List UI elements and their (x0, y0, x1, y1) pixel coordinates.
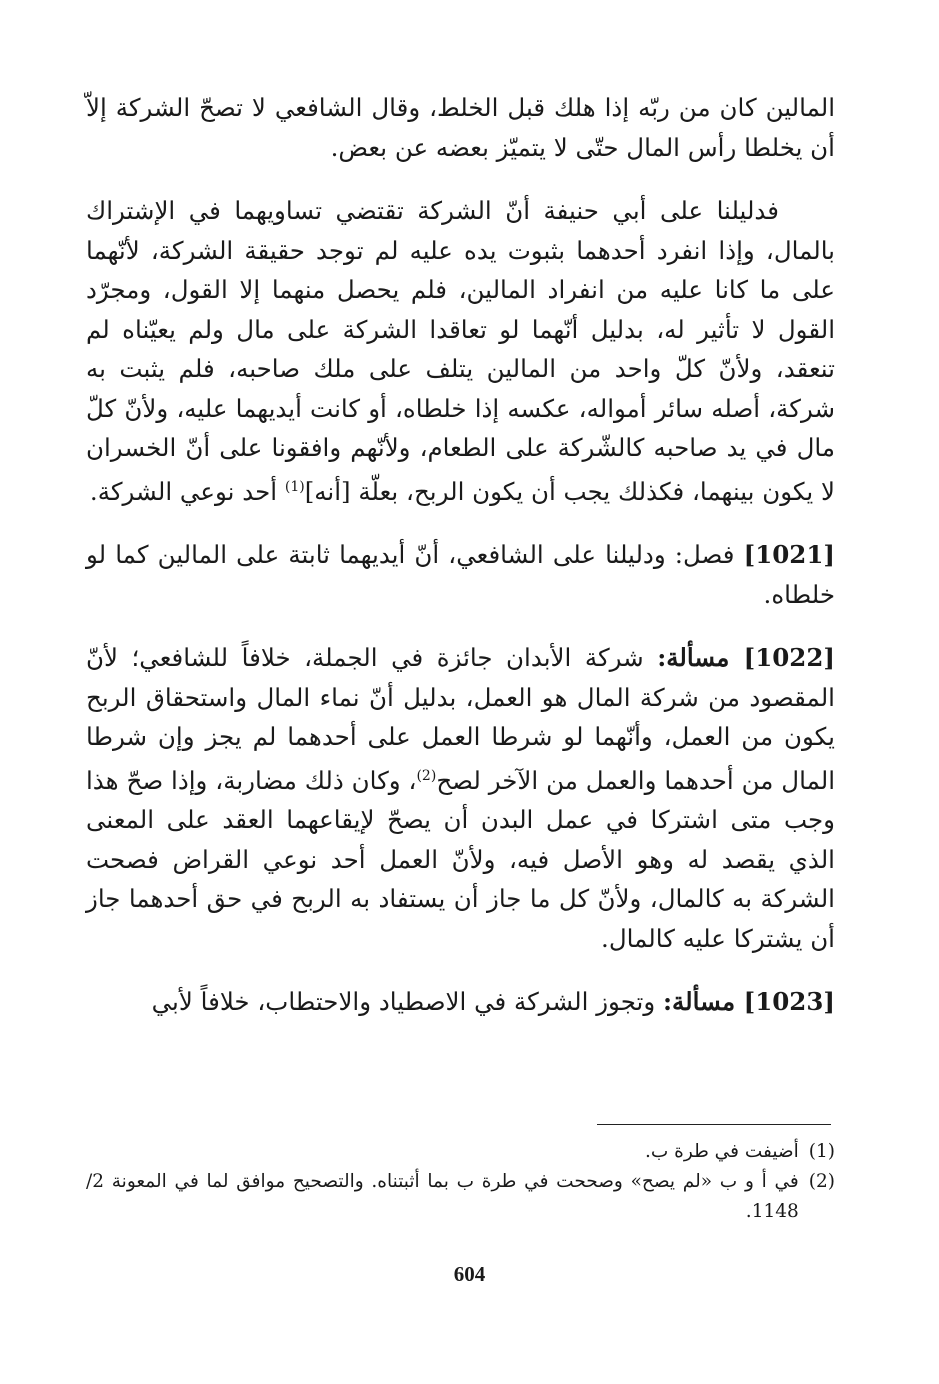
footnote-2 (86, 1167, 835, 1227)
paragraph-2-end: أحد نوعي الشركة. (89, 476, 285, 506)
paragraph-1022 (86, 638, 835, 958)
section-number: [1021] (743, 540, 835, 570)
paragraph-1022-text: شركة الأبدان جائزة في الجملة، خلافاً للشافعي؛ لأنّ المقصود من شركة المال هو العمل، بدليل أنّ نماء المال واستحقاق الربح يكون من العمل، وأنّهما لو شرطا العمل على أحدهما لم يجز وإن شرطا المال من أحدهما والعمل من الآخر لصح (86, 643, 836, 795)
masala-keyword: مسألة: (662, 987, 744, 1017)
footnote-text: أضيفت في طرة ب. (645, 1141, 799, 1162)
paragraph-2-text: فدليلنا على أبي حنيفة أنّ الشركة تقتضي تساويهما في الإشتراك بالمال، وإذا انفرد أحدهما بثبوت يده عليه لم توجد حقيقة الشركة، لأنّهما على ما كانا عليه من انفراد المالين، فلم يحصل منهما إلا القول، ومجرّد القول لا تأثير له، بدليل أنّهما لو تعاقدا الشركة على مال ولم يعيّناه لم تنعقد، ولأنّ كلّ واحد من المالين يتلف على ملك صاحبه، فلم يثبت به شركة، أصله سائر أمواله، عكسه إذا خلطاه، أو كانت أيديهما عليه، ولأنّ كلّ مال في يد صاحبه كالشّركة على الطعام، ولأنّهم وافقونا على أنّ الخسران لا يكون بينهما، فكذلك يجب أن يكون الربح، بعلّة [أنه] (86, 196, 835, 506)
paragraph-1021 (86, 535, 835, 614)
paragraph-1 (86, 88, 835, 167)
footnote-text: في أ و ب «لم يصح» وصححت في طرة ب بما أثبتناه. والتصحيح موافق لما في المعونة 2/ 1148. (86, 1171, 799, 1222)
masala-keyword: مسألة: (657, 643, 744, 673)
footnote-divider (597, 1124, 831, 1125)
paragraph-1021-text: فصل: ودليلنا على الشافعي، أنّ أيديهما ثابتة على المالين كما لو خلطاه. (86, 540, 835, 609)
section-number: [1023] (743, 987, 835, 1017)
footnote-mark: (2) (808, 1171, 835, 1192)
footnotes (86, 1137, 835, 1227)
paragraph-1-text: المالين كان من ربّه إذا هلك قبل الخلط، وقال الشافعي لا تصحّ الشركة إلاّ أن يخلطا رأس المال حتّى لا يتميّز بعضه عن بعض. (86, 93, 835, 162)
section-number: [1022] (743, 643, 835, 673)
paragraph-1023 (86, 982, 835, 1022)
footnote-1 (86, 1137, 835, 1167)
page-number: 604 (453, 1262, 486, 1286)
paragraph-2 (86, 191, 835, 511)
paragraph-1023-text: وتجوز الشركة في الاصطياد والاحتطاب، خلافاً لأبي (151, 987, 663, 1017)
footnote-mark: (1) (808, 1141, 835, 1162)
footnote-ref-2: (2) (416, 767, 437, 784)
footnote-ref-1: (1) (284, 478, 305, 495)
paragraph-1022-end: ، وكان ذلك مضاربة، وإذا صحّ هذا وجب متى اشتركا في عمل البدن أن يصحّ لإيقاعهما العقد على المعنى الذي يقصد له وهو الأصل فيه، ولأنّ العمل أحد نوعي القراض فصحت الشركة به كالمال، ولأنّ كل ما جاز أن يستفاد به الربح في حق أحدهما جاز أن يشتركا عليه كالمال. (86, 765, 835, 953)
